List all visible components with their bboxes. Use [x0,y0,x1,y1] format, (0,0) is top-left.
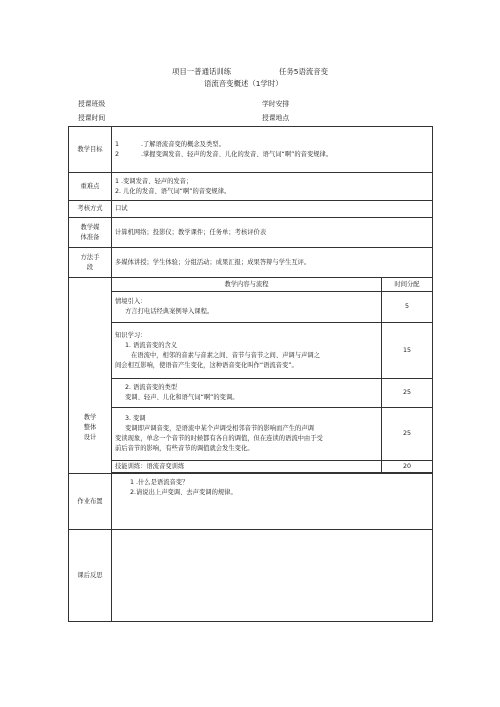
lesson-subtitle: 语流音变概述（1学时） [204,79,283,88]
hours-label: 学时安排 [262,100,290,108]
practice-time: 20 [382,461,433,473]
intro-row [69,292,433,323]
lesson-plan-table [68,126,433,622]
knowledge-3-row [69,408,433,461]
time-allocation-header: 时间分配 [382,278,433,292]
key-point-1: 1 .变调发音、轻声的发音； [115,177,193,185]
knowledge-1-content: 知识学习： 1. 语流音变的含义 在语流中，相邻的音素与音素之间、音节与音节之间、声调与声调之 间会相互影响，使语音产生变化，这种语音变化叫作“语流音变”。 [112,323,382,379]
key-points-content [112,173,433,201]
media-label: 教学媒 体准备 [69,218,112,248]
reflection-content [112,530,433,622]
media-value: 计算机网络；投影仪；教学课件；任务单；考核评价表 [112,218,433,248]
key-point-2: 2. 儿化的发音、语气词“啊”的音变规律。 [115,187,231,195]
intro-time: 5 [382,292,433,323]
knowledge-2-content: 2. 语流音变的类型 变调、轻声、儿化和语气词“啊”的变调。 [112,379,382,408]
goals-row [69,127,433,173]
homework-item-1: 1 .什么是语流音变？ [130,479,189,486]
reflection-row [69,530,433,622]
methods-row [69,248,433,278]
assessment-label: 考核方式 [69,201,112,218]
key-points-label: 重难点 [69,173,112,201]
goal-item-1: 1 .了解语流音变的概念及类型。 [115,140,225,148]
task-title: 任务5语流音变 [279,67,329,76]
practice-content: 技能训练：语流音变训练 [112,461,382,473]
homework-content [112,474,433,530]
content-flow-header: 教学内容与流程 [112,278,382,292]
media-row [69,218,433,248]
methods-label: 方法手 段 [69,248,112,278]
knowledge-3-time: 25 [382,408,433,461]
design-label: 教学 整体 设计 [69,278,112,474]
assessment-value: 口试 [112,201,433,218]
knowledge-3-content: 3. 变调 变调即声调音变，是语流中某个声调受相邻音节的影响而产生的声调 变读现象，单念一个音节的时候都有各自的调值，但在连读的语流中由于受 前后音节的影响，有些音节的调值就会发生变化。 [112,408,382,461]
place-label: 授课地点 [262,114,290,122]
practice-row [69,461,433,473]
goal-item-2: 2 .掌握变调发音、轻声的发音、儿化的发音、语气词“啊”的音变规律。 [115,150,333,158]
intro-content: 情境引入： 方言打电话经典案例导入课程。 [112,292,382,323]
class-label: 授课班级 [78,100,106,108]
project-title: 项目一普通话训练 [172,67,232,76]
design-header-row [69,278,433,292]
methods-value: 多媒体讲授；学生体验；分组活动；成果汇报；成果答辩与学生互评。 [112,248,433,278]
time-label: 授课时间 [78,114,106,122]
homework-item-2: 2.请说出上声变调、去声变调的规律。 [130,489,237,496]
homework-label: 作业布置 [69,474,112,530]
homework-row [69,474,433,530]
knowledge-1-time: 15 [382,323,433,379]
goals-content [112,127,433,173]
assessment-row [69,201,433,218]
goals-label: 教学目标 [69,127,112,173]
key-points-row [69,173,433,201]
knowledge-2-time: 25 [382,379,433,408]
knowledge-2-row [69,379,433,408]
knowledge-1-row [69,323,433,379]
reflection-label: 课后反思 [69,530,112,622]
